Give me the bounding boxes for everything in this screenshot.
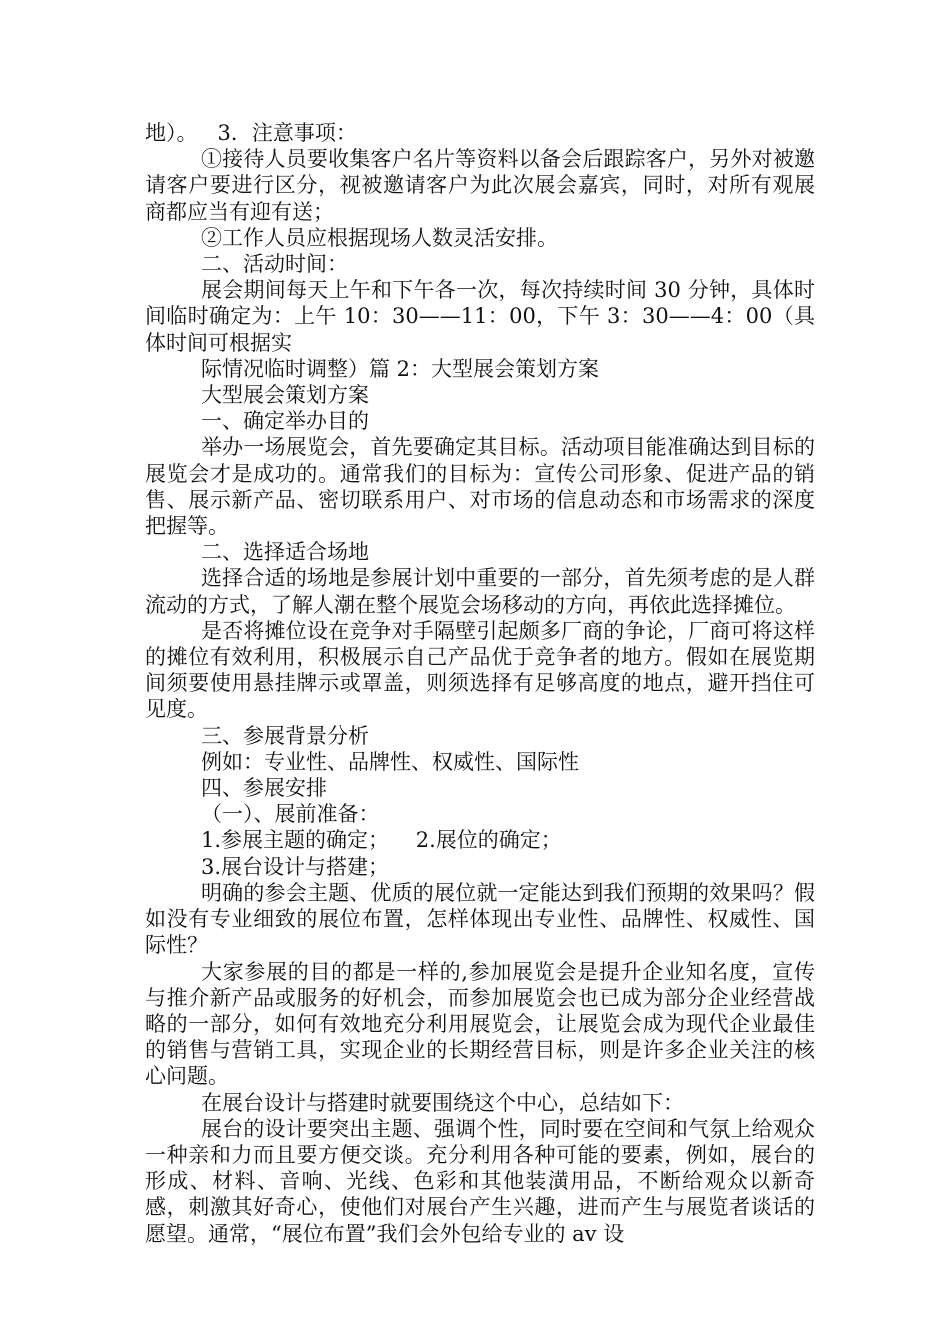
section-heading-venue: 二、选择适合场地 — [201, 540, 369, 565]
document-title: 大型展会策划方案 — [201, 383, 369, 408]
list-item-booth-design: 3.展台设计与搭建； — [201, 854, 390, 879]
paragraph-note-1: ①接待人员要收集客户名片等资料以备会后跟踪客户，另外对被邀请客户要进行区分，视被邀请客户为此次展会嘉宾，同时，对所有观展商都应当有迎有送； — [145, 147, 815, 224]
section-heading-arrangement: 四、参展安排 — [201, 776, 327, 801]
section-heading-activity-time: 二、活动时间： — [201, 252, 348, 277]
paragraph-exhibition-purpose: 大家参展的目的都是一样的,参加展览会是提升企业知名度，宣传与推介新产品或服务的好机会，而参加展览会也已成为部分企业经营战略的一部分，如何有效地充分利用展览会，让展览会成为现代企业最佳的销售与营销工具，实现企业的长期经营目标，则是许多企业关注的核心问题。 — [145, 959, 815, 1089]
paragraph-summary-intro: 在展台设计与搭建时就要围绕这个中心，总结如下： — [201, 1090, 684, 1115]
paragraph-background: 例如：专业性、品牌性、权威性、国际性 — [201, 749, 579, 774]
paragraph-notes-heading: 地）。 3．注意事项： — [145, 121, 357, 145]
paragraph-venue-2: 是否将摊位设在竞争对手隔壁引起颇多厂商的争论，厂商可将这样的摊位有效利用，积极展示自己产品优于竞争者的地方。假如在展览期间须要使用悬挂牌示或罩盖，则须选择有足够高度的地点，避开挡住可见度。 — [145, 618, 815, 722]
paragraph-venue-1: 选择合适的场地是参展计划中重要的一部分，首先须考虑的是人群流动的方式，了解人潮在整个展览会场移动的方向，再依此选择摊位。 — [145, 566, 815, 617]
paragraph-activity-time: 展会期间每天上午和下午各一次，每次持续时间 30 分钟，具体时间临时确定为：上午 10：30——11：00，下午 3：30——4：00（具体时间可根据实 — [145, 278, 815, 355]
section-heading-purpose: 一、确定举办目的 — [201, 409, 369, 434]
paragraph-note-2: ②工作人员应根据现场人数灵活安排。 — [201, 225, 558, 250]
paragraph-purpose: 举办一场展览会，首先要确定其目标。活动项目能准确达到目标的展览会才是成功的。通常我们的目标为：宣传公司形象、促进产品的销售、展示新产品、密切联系用户、对市场的信息动态和市场需求的深度把握等。 — [145, 435, 815, 539]
paragraph-effect-question: 明确的参会主题、优质的展位就一定能达到我们预期的效果吗？假如没有专业细致的展位布置，怎样体现出专业性、品牌性、权威性、国际性？ — [145, 880, 815, 958]
list-item-theme-booth: 1.参展主题的确定； 2.展位的确定； — [201, 828, 562, 853]
document-body — [145, 120, 815, 1247]
section-heading-background: 三、参展背景分析 — [201, 723, 369, 748]
subsection-heading-preparation: （一）、展前准备： — [201, 802, 380, 827]
paragraph-chapter-2: 际情况临时调整）篇 2：大型展会策划方案 — [201, 356, 600, 381]
paragraph-booth-design: 展台的设计要突出主题、强调个性，同时要在空间和气氛上给观众一种亲和力而且要方便交谈。充分利用各种可能的要素，例如，展台的形成、材料、音响、光线、色彩和其他装潢用品，不断给观众以新奇感，刺激其好奇心，使他们对展台产生兴趣，进而产生与展览者谈话的愿望。通常，“展位布置”我们会外包给专业的 av 设 — [145, 1116, 815, 1246]
